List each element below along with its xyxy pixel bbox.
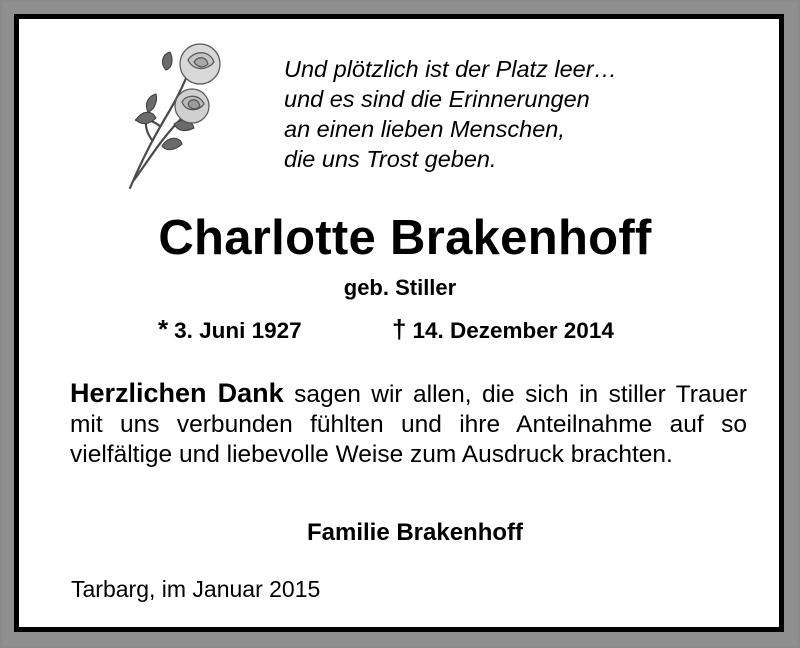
thanks-text: sagen wir allen, die sich in stiller Trauer mit uns verbunden fühlten und ihre Anteilnahme auf so vielfältige und liebevolle Weise zum Ausdruck brachten. (70, 381, 747, 468)
birth-info (158, 314, 302, 346)
birth-name: geb. Stiller (343, 275, 457, 300)
verse-line: die uns Trost geben. (284, 146, 497, 172)
thanks-paragraph (70, 378, 747, 470)
signature: Familie Brakenhoff (306, 519, 524, 546)
death-info (392, 314, 614, 346)
verse-line: Und plötzlich ist der Platz leer… (284, 56, 618, 82)
verse (284, 54, 724, 174)
verse-line: und es sind die Erinnerungen (284, 86, 590, 112)
rose-icon (122, 40, 232, 190)
cross-icon: † (392, 314, 407, 344)
birth-date: 3. Juni 1927 (174, 318, 302, 343)
place-date: Tarbarg, im Januar 2015 (71, 576, 321, 602)
birth-star-icon: * (158, 314, 169, 344)
life-dates (0, 314, 800, 344)
thanks-lead: Herzlichen Dank (70, 378, 284, 408)
deceased-name: Charlotte Brakenhoff (158, 211, 652, 265)
verse-line: an einen lieben Menschen, (284, 116, 565, 142)
death-date: 14. Dezember 2014 (412, 318, 614, 343)
